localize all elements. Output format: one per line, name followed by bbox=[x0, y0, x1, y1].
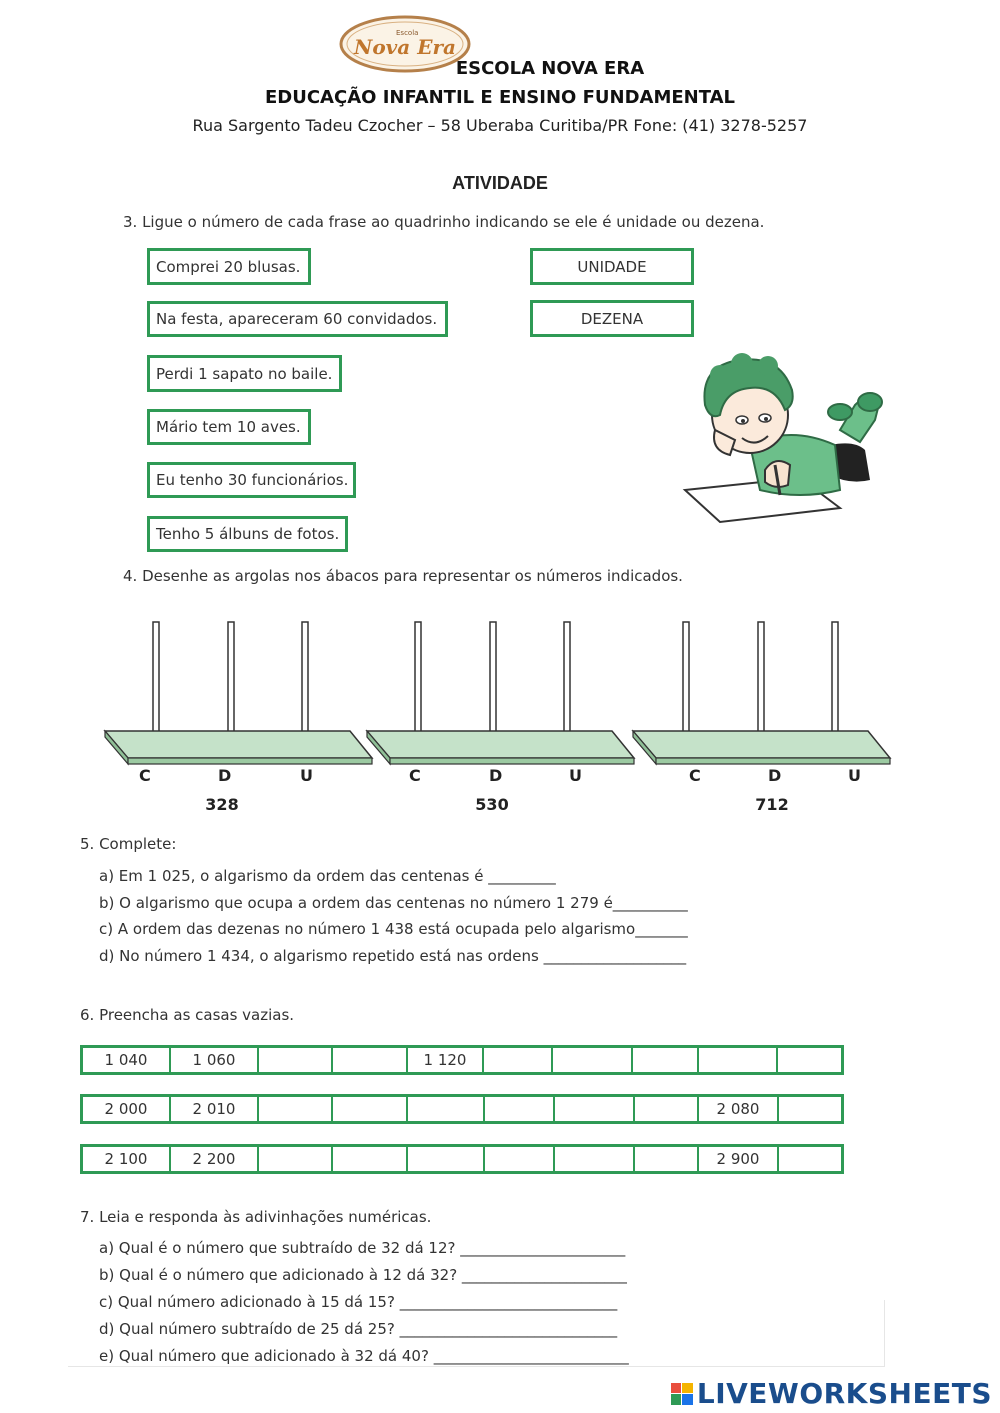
grid-cell[interactable] bbox=[408, 1147, 485, 1171]
grid-cell[interactable] bbox=[555, 1097, 635, 1121]
grid-cell[interactable] bbox=[635, 1097, 699, 1121]
grid-cell[interactable] bbox=[699, 1048, 778, 1072]
grid-cell[interactable] bbox=[485, 1097, 555, 1121]
grid-cell[interactable] bbox=[553, 1048, 633, 1072]
abacus-number: 328 bbox=[205, 795, 239, 814]
abacus[interactable] bbox=[362, 618, 642, 768]
abacus-label-d: D bbox=[768, 766, 782, 785]
logo-small-text: Escola bbox=[396, 29, 419, 37]
q3-prompt: 3. Ligue o número de cada frase ao quadrinho indicando se ele é unidade ou dezena. bbox=[123, 213, 765, 231]
grid-cell[interactable] bbox=[259, 1048, 333, 1072]
grid-cell[interactable] bbox=[635, 1147, 699, 1171]
abacus-label-c: C bbox=[139, 766, 151, 785]
boy-illustration bbox=[680, 350, 890, 525]
scan-edge-line bbox=[884, 1300, 885, 1367]
q7-item[interactable]: b) Qual é o número que adicionado à 12 dá 32? ______________________ bbox=[99, 1266, 627, 1284]
abacus[interactable] bbox=[100, 618, 380, 768]
sentence-box[interactable]: Comprei 20 blusas. bbox=[147, 248, 311, 285]
grid-cell[interactable]: 2 200 bbox=[171, 1147, 259, 1171]
grid-cell[interactable] bbox=[779, 1147, 841, 1171]
q7-item[interactable]: c) Qual número adicionado à 15 dá 15? _____________________________ bbox=[99, 1293, 618, 1311]
sentence-box[interactable]: Eu tenho 30 funcionários. bbox=[147, 462, 356, 498]
dezena-box[interactable]: DEZENA bbox=[530, 300, 694, 337]
abacus-label-c: C bbox=[409, 766, 421, 785]
grid-cell[interactable] bbox=[259, 1097, 333, 1121]
number-sequence-row bbox=[80, 1045, 844, 1075]
scan-edge-line bbox=[68, 1366, 884, 1367]
number-sequence-row bbox=[80, 1094, 844, 1124]
q7-item[interactable]: a) Qual é o número que subtraído de 32 dá 12? ______________________ bbox=[99, 1239, 626, 1257]
school-subtitle: EDUCAÇÃO INFANTIL E ENSINO FUNDAMENTAL bbox=[264, 87, 736, 108]
q5-item[interactable]: c) A ordem das dezenas no número 1 438 está ocupada pelo algarismo_______ bbox=[99, 920, 688, 938]
q5-item[interactable]: d) No número 1 434, o algarismo repetido está nas ordens ___________________ bbox=[99, 947, 687, 965]
q7-item[interactable]: e) Qual número que adicionado à 32 dá 40? __________________________ bbox=[99, 1347, 629, 1365]
abacus-label-u: U bbox=[300, 766, 313, 785]
grid-cell[interactable]: 1 040 bbox=[83, 1048, 171, 1072]
q5-prompt: 5. Complete: bbox=[80, 835, 177, 853]
grid-cell[interactable]: 2 010 bbox=[171, 1097, 259, 1121]
q7-prompt: 7. Leia e responda às adivinhações numéricas. bbox=[80, 1208, 432, 1226]
abacus-label-u: U bbox=[569, 766, 582, 785]
grid-cell[interactable] bbox=[333, 1048, 408, 1072]
liveworksheets-text: LIVEWORKSHEETS bbox=[696, 1377, 992, 1410]
activity-title: ATIVIDADE bbox=[452, 173, 548, 193]
abacus-label-d: D bbox=[218, 766, 232, 785]
abacus-label-d: D bbox=[489, 766, 503, 785]
grid-cell[interactable] bbox=[778, 1048, 841, 1072]
grid-cell[interactable] bbox=[633, 1048, 699, 1072]
logo-main-text: Nova Era bbox=[354, 35, 456, 59]
q7-item[interactable]: d) Qual número subtraído de 25 dá 25? _____________________________ bbox=[99, 1320, 618, 1338]
grid-cell[interactable] bbox=[408, 1097, 485, 1121]
sentence-box[interactable]: Na festa, apareceram 60 convidados. bbox=[147, 301, 448, 337]
sentence-box[interactable]: Mário tem 10 aves. bbox=[147, 409, 311, 445]
grid-cell[interactable]: 2 000 bbox=[83, 1097, 171, 1121]
grid-cell[interactable] bbox=[333, 1147, 408, 1171]
abacus-number: 712 bbox=[755, 795, 789, 814]
q5-item[interactable]: a) Em 1 025, o algarismo da ordem das centenas é _________ bbox=[99, 867, 556, 885]
unidade-box[interactable]: UNIDADE bbox=[530, 248, 694, 285]
grid-cell[interactable]: 2 100 bbox=[83, 1147, 171, 1171]
grid-cell[interactable] bbox=[259, 1147, 333, 1171]
abacus-label-u: U bbox=[848, 766, 861, 785]
number-sequence-row bbox=[80, 1144, 844, 1174]
grid-cell[interactable] bbox=[333, 1097, 408, 1121]
grid-cell[interactable] bbox=[484, 1048, 553, 1072]
liveworksheets-brand bbox=[671, 1377, 992, 1410]
q5-item[interactable]: b) O algarismo que ocupa a ordem das centenas no número 1 279 é__________ bbox=[99, 894, 688, 912]
sentence-box[interactable]: Tenho 5 álbuns de fotos. bbox=[147, 516, 348, 552]
abacus-label-c: C bbox=[689, 766, 701, 785]
abacus-number: 530 bbox=[475, 795, 509, 814]
grid-cell[interactable]: 1 120 bbox=[408, 1048, 484, 1072]
school-address: Rua Sargento Tadeu Czocher – 58 Uberaba Curitiba/PR Fone: (41) 3278-5257 bbox=[192, 116, 808, 135]
grid-cell[interactable] bbox=[555, 1147, 635, 1171]
abacus[interactable] bbox=[628, 618, 908, 768]
grid-cell[interactable] bbox=[779, 1097, 841, 1121]
grid-cell[interactable] bbox=[485, 1147, 555, 1171]
grid-cell[interactable]: 2 900 bbox=[699, 1147, 779, 1171]
q6-prompt: 6. Preencha as casas vazias. bbox=[80, 1006, 295, 1024]
grid-cell[interactable]: 1 060 bbox=[171, 1048, 259, 1072]
school-name: ESCOLA NOVA ERA bbox=[455, 58, 645, 79]
liveworksheets-logo-icon bbox=[671, 1383, 693, 1405]
sentence-box[interactable]: Perdi 1 sapato no baile. bbox=[147, 355, 342, 392]
q4-prompt: 4. Desenhe as argolas nos ábacos para representar os números indicados. bbox=[123, 567, 683, 585]
grid-cell[interactable]: 2 080 bbox=[699, 1097, 779, 1121]
